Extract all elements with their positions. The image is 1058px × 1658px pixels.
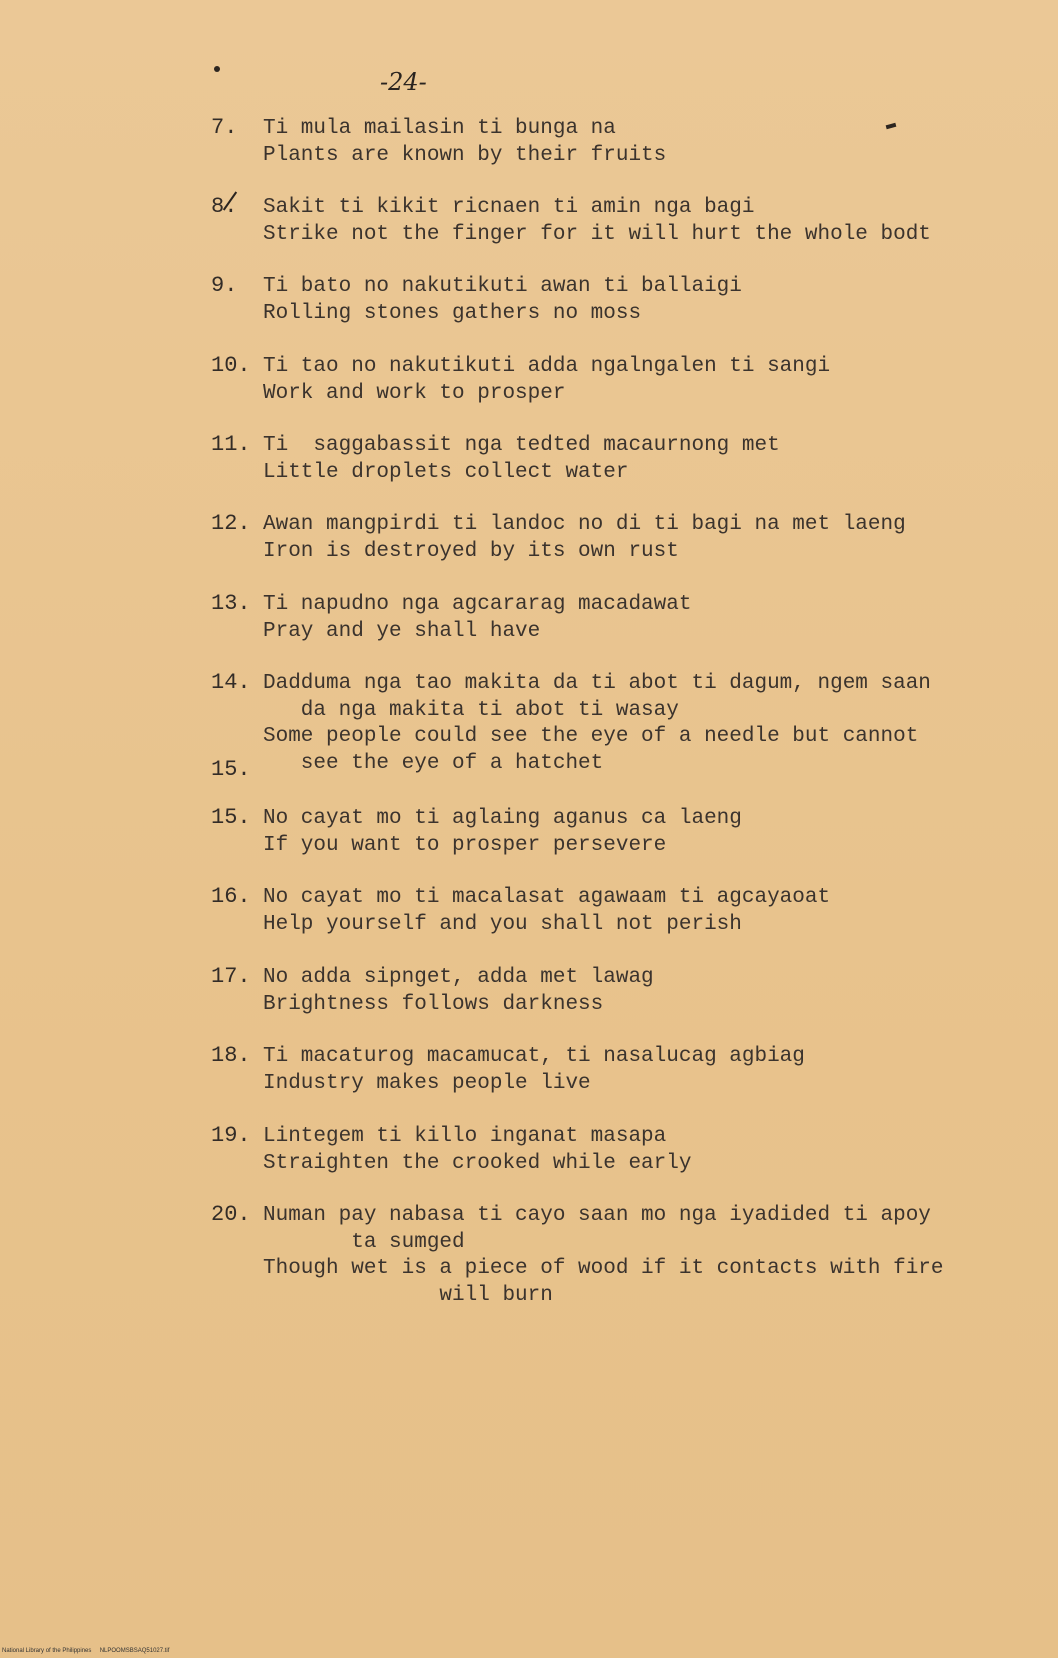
page-number: -24- (380, 68, 427, 96)
archive-footer: National Library of the Philippines NLPOOMSBSAQ51027.tif (2, 1648, 170, 1654)
proverb-line: Though wet is a piece of wood if it contacts with fire (263, 1257, 944, 1280)
proverb-ilocano: No adda sipnget, adda met lawag (263, 966, 654, 989)
proverb-ilocano: Ti bato no nakutikuti awan ti ballaigi (263, 275, 742, 298)
proverb-number: 15. (211, 805, 251, 830)
proverb-line: Pray and ye shall have (263, 619, 541, 643)
proverb-line: will burn (263, 1283, 553, 1307)
proverb-number: 12. (211, 511, 251, 536)
proverb-number: 17. (211, 964, 251, 989)
proverb-ilocano: No cayat mo ti macalasat agawaam ti agcayaoat (263, 886, 831, 909)
ink-dot (214, 66, 220, 72)
proverb-line: Straighten the crooked while early (263, 1151, 692, 1175)
proverb-ilocano: Ti tao no nakutikuti adda ngalngalen ti sangi (263, 355, 831, 378)
proverb-line: Plants are known by their fruits (263, 143, 667, 167)
struck-number: 15. (211, 757, 251, 782)
proverb-line: da nga makita ti abot ti wasay (263, 698, 679, 722)
proverb-line: Iron is destroyed by its own rust (263, 539, 679, 563)
proverb-number: 7. (211, 115, 238, 140)
proverb-line: ta sumged (263, 1230, 465, 1254)
ink-mark (886, 123, 897, 129)
proverb-line: Strike not the finger for it will hurt the whole bodt (263, 222, 931, 246)
proverb-ilocano: Dadduma nga tao makita da ti abot ti dagum, ngem saan (263, 672, 931, 695)
proverb-ilocano: Sakit ti kikit ricnaen ti amin nga bagi (263, 196, 755, 219)
proverb-number: 19. (211, 1123, 251, 1148)
proverb-line: Help yourself and you shall not perish (263, 912, 742, 936)
proverb-number: 16. (211, 884, 251, 909)
proverb-ilocano: Numan pay nabasa ti cayo saan mo nga iyadided ti apoy (263, 1204, 931, 1227)
proverb-ilocano: No cayat mo ti aglaing aganus ca laeng (263, 807, 742, 830)
proverb-number: 20. (211, 1202, 251, 1227)
proverb-line: Rolling stones gathers no moss (263, 301, 642, 325)
proverb-line: see the eye of a hatchet (263, 751, 604, 775)
proverb-ilocano: Ti macaturog macamucat, ti nasalucag agbiag (263, 1045, 805, 1068)
proverb-number: 14. (211, 670, 251, 695)
proverb-number: 18. (211, 1043, 251, 1068)
proverb-ilocano: Ti saggabassit nga tedted macaurnong met (263, 434, 780, 457)
proverb-line: Industry makes people live (263, 1071, 591, 1095)
proverb-line: Little droplets collect water (263, 460, 629, 484)
proverb-line: Some people could see the eye of a needle but cannot (263, 725, 919, 748)
proverb-line: Brightness follows darkness (263, 992, 604, 1016)
proverb-line: If you want to prosper persevere (263, 833, 667, 857)
proverb-number: 8. (211, 194, 238, 219)
proverb-ilocano: Awan mangpirdi ti landoc no di ti bagi na met laeng (263, 513, 906, 536)
proverb-number: 13. (211, 591, 251, 616)
proverb-ilocano: Ti napudno nga agcararag macadawat (263, 593, 692, 616)
proverb-ilocano: Ti mula mailasin ti bunga na (263, 117, 616, 140)
proverb-line: Work and work to prosper (263, 381, 566, 405)
proverb-number: 9. (211, 273, 238, 298)
proverb-number: 10. (211, 353, 251, 378)
proverb-number: 11. (211, 432, 251, 457)
proverb-ilocano: Lintegem ti killo inganat masapa (263, 1125, 667, 1148)
